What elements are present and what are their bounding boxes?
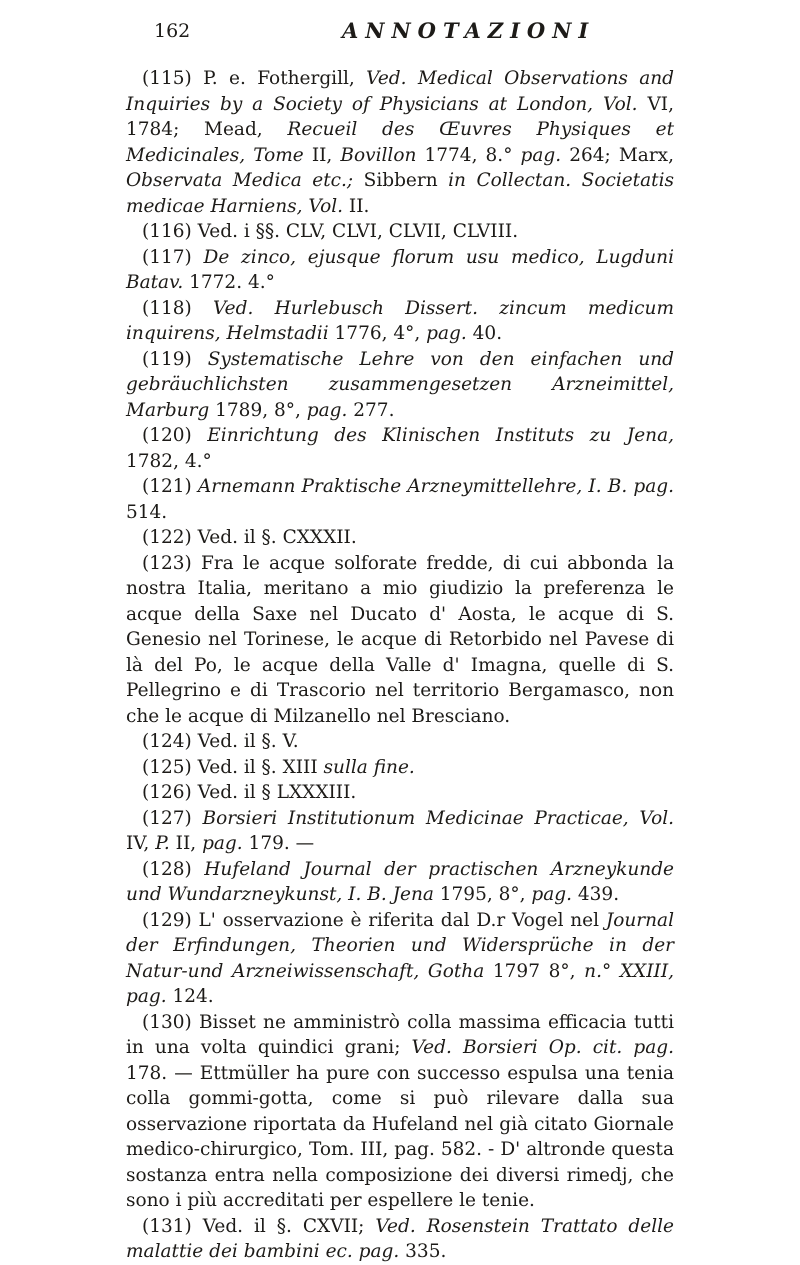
- annotation-124: [126, 729, 674, 755]
- annotation-text: 1789, 8°,: [209, 399, 307, 421]
- annotation-text: IV,: [126, 833, 156, 854]
- annotation-italic-text: Journal der Erfindungen, Theorien und Widersprüche in der Natur-und Arzneiwissenschaft, Gotha: [126, 909, 674, 982]
- annotation-italic-text: Systematische Lehre von den einfachen und gebräuchlichsten zusammengesetzen Arzneimittel, Marburg: [126, 348, 674, 421]
- annotation-text: 1772. 4.°: [183, 272, 275, 293]
- annotation-text: P. e. Fothergill,: [191, 68, 367, 89]
- annotation-italic-text: P.: [155, 833, 170, 854]
- annotation-italic-text: pag.: [202, 833, 243, 854]
- running-title: ANNOTAZIONI: [342, 18, 596, 43]
- annotation-120: [126, 423, 674, 474]
- annotation-text: 1774, 8.°: [416, 144, 521, 166]
- annotation-italic-text: Einrichtung des Klinischen Instituts zu Jena,: [191, 425, 674, 446]
- annotation-text: Bisset ne amministrò colla massima efficacia tutti in una volta quindici grani;: [126, 1011, 674, 1058]
- annotation-text: 1782, 4.°: [126, 450, 212, 472]
- annotation-text: 277.: [347, 399, 395, 421]
- annotation-number: (115): [142, 68, 192, 89]
- annotation-131: [126, 1214, 674, 1265]
- annotation-text: Ved. il §. XIII: [191, 756, 324, 778]
- annotation-italic-text: pag.: [520, 144, 562, 166]
- annotation-italic-text: Bovillon: [340, 144, 417, 166]
- annotation-number: (131): [142, 1215, 192, 1237]
- annotation-116: [126, 219, 674, 245]
- annotation-125: [126, 755, 674, 781]
- annotation-119: [126, 347, 674, 424]
- annotation-italic-text: Arnemann Praktische Arzneymittellehre, I. B. pag.: [191, 476, 674, 497]
- annotation-text: L' osservazione è riferita dal D.r Vogel nel: [191, 909, 606, 931]
- annotation-italic-text: pag.: [306, 399, 348, 421]
- annotation-italic-text: Ved. Borsieri Op. cit. pag.: [411, 1037, 674, 1058]
- annotation-text: 1797 8°,: [484, 960, 585, 982]
- annotation-117: [126, 245, 674, 296]
- annotation-text: Ved. il § LXXXIII.: [191, 782, 357, 803]
- annotation-number: (127): [142, 807, 192, 829]
- annotation-text: Sibbern: [363, 170, 449, 191]
- annotation-text: Ved. i §§. CLV, CLVI, CLVII, CLVIII.: [191, 221, 519, 242]
- annotation-italic-text: pag.: [531, 884, 573, 905]
- annotation-number: (130): [142, 1011, 192, 1033]
- annotation-text: 124.: [166, 986, 214, 1007]
- annotation-italic-text: sulla fine.: [323, 756, 415, 778]
- annotation-italic-text: pag.: [426, 323, 467, 344]
- annotation-italic-text: De zinco, ejusque florum usu medico, Lugduni Batav.: [126, 246, 674, 293]
- annotation-text: Ved. il §. V.: [191, 731, 299, 752]
- page-number: 162: [154, 20, 191, 42]
- annotation-129: [126, 908, 674, 1010]
- annotation-text: Fra le acque solforate fredde, di cui abbonda la nostra Italia, meritano a mio giudizio la preferenza le acque della Saxe nel Ducato d' Aosta, le acque di S. Genesio nel Torinese, le acque di Retorbido nel Pavese di là del Po, le acque della Valle d' Imagna, quelle di S. Pellegrino e di Trascorio nel territorio Bergamasco, non che le acque di Milzanello nel Bresciano.: [126, 552, 674, 727]
- annotation-text: 40.: [466, 323, 503, 344]
- annotation-text: 335.: [399, 1241, 447, 1262]
- annotation-121: [126, 474, 674, 525]
- annotation-126: [126, 780, 674, 806]
- annotation-number: (121): [142, 476, 192, 497]
- annotation-italic-text: n.° XXIII, pag.: [126, 960, 675, 1007]
- annotation-italic-text: Recueil des Œuvres Physiques et Medicinales, Tome: [126, 119, 674, 166]
- annotation-text: VI, 1784; Mead,: [126, 93, 674, 140]
- annotation-text: II,: [169, 833, 203, 854]
- annotation-number: (117): [142, 246, 192, 268]
- annotation-115: [126, 66, 674, 219]
- annotation-number: (122): [142, 527, 192, 548]
- annotation-text: Ved. il §. CXXXII.: [191, 527, 357, 548]
- annotation-italic-text: in Collectan. Societatis medicae Harniens, Vol.: [126, 170, 674, 217]
- annotation-text: II.: [343, 195, 370, 217]
- annotation-number: (126): [142, 782, 192, 803]
- annotation-text: Ved. il §. CXVII;: [191, 1215, 376, 1237]
- annotation-number: (128): [142, 858, 192, 880]
- annotation-128: [126, 857, 674, 908]
- annotation-118: [126, 296, 674, 347]
- annotation-number: (125): [142, 756, 192, 778]
- annotation-text: 1795, 8°,: [433, 884, 532, 905]
- annotation-italic-text: Observata Medica etc.;: [126, 170, 364, 191]
- annotation-122: [126, 525, 674, 551]
- annotation-number: (120): [142, 425, 192, 446]
- annotation-italic-text: Ved. Rosenstein Trattato delle malattie dei bambini ec. pag.: [126, 1215, 674, 1262]
- annotation-italic-text: Borsieri Institutionum Medicinae Practicae, Vol.: [191, 807, 674, 829]
- annotation-italic-text: Ved. Medical Observations and Inquiries by a Society of Physicians at London, Vol.: [126, 68, 674, 115]
- annotation-number: (123): [142, 552, 192, 574]
- annotation-123: [126, 551, 674, 730]
- annotation-number: (129): [142, 909, 192, 931]
- annotation-text: 514.: [126, 501, 168, 523]
- annotation-text: 179. —: [242, 833, 315, 854]
- annotation-italic-text: Hufeland Journal der practischen Arzneykunde und Wundarzneykunst, I. B. Jena: [126, 858, 674, 905]
- annotation-italic-text: Ved. Hurlebusch Dissert. zincum medicum inquirens, Helmstadii: [126, 297, 674, 344]
- annotation-text: 178. — Ettmüller ha pure con successo espulsa una tenia colla gommi-gotta, come si può rilevare dalla sua osservazione riportata da Hufeland nel già citato Giornale medico-chirurgico, Tom. III, pag. 582. - D' altronde questa sostanza entra nella composizione dei diversi rimedj, che sono i più accreditati per espellere le tenie.: [126, 1062, 674, 1211]
- page-header: [126, 18, 671, 52]
- annotation-number: (116): [142, 221, 192, 242]
- annotation-text: 1776, 4°,: [328, 323, 427, 344]
- annotation-text: II,: [303, 144, 341, 166]
- annotation-number: (118): [142, 297, 192, 319]
- annotation-text: 439.: [572, 884, 620, 905]
- annotation-number: (119): [142, 348, 192, 370]
- annotation-127: [126, 806, 674, 857]
- annotation-text: 264; Marx,: [561, 144, 674, 166]
- footnotes-body: [126, 66, 674, 1265]
- annotation-number: (124): [142, 731, 192, 752]
